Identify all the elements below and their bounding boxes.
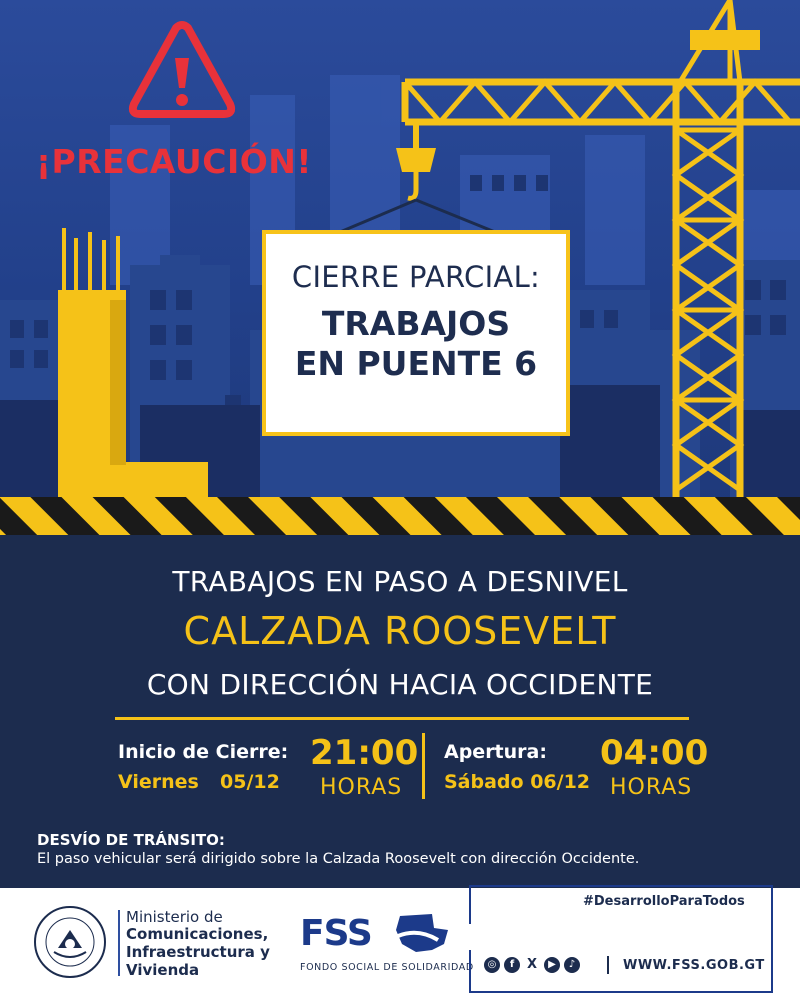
opening-day-date: Sábado 06/12 [444, 771, 591, 793]
closure-date: 05/12 [220, 771, 280, 793]
ministry-line3: Infraestructura y [126, 943, 270, 961]
ministry-line4: Vivienda [126, 961, 200, 979]
instagram-icon[interactable]: ◎ [484, 957, 500, 973]
hashtag: #DesarrolloParaTodos [583, 894, 745, 909]
tiktok-icon[interactable]: ♪ [564, 957, 580, 973]
youtube-icon[interactable]: ▶ [544, 957, 560, 973]
opening-time: 04:00 [600, 733, 709, 773]
guatemala-map-icon [392, 910, 452, 956]
closure-time: 21:00 [310, 733, 419, 773]
fss-name: FONDO SOCIAL DE SOLIDARIDAD [300, 962, 474, 973]
guatemala-seal-icon [32, 904, 108, 980]
closure-label: Inicio de Cierre: [118, 741, 289, 763]
ministry-divider [118, 910, 120, 976]
fss-logo: FSS [300, 913, 372, 954]
detour-text: El paso vehicular será dirigido sobre la Calzada Roosevelt con dirección Occidente. [37, 851, 640, 867]
sign-subtitle: CIERRE PARCIAL: [291, 260, 541, 294]
ministry-line1: Ministerio de [126, 908, 223, 926]
closure-day: Viernes [118, 771, 199, 793]
closure-sign [262, 230, 570, 436]
ministry-name [126, 925, 286, 979]
social-icons [484, 957, 580, 973]
warning-triangle-icon [133, 25, 231, 114]
schedule-divider [422, 733, 425, 799]
website-link[interactable]: WWW.FSS.GOB.GT [623, 958, 765, 973]
closure-hours-unit: HORAS [320, 775, 403, 800]
x-icon[interactable]: X [524, 957, 540, 973]
sign-title-line2: EN PUENTE 6 [294, 344, 538, 383]
facebook-icon[interactable]: f [504, 957, 520, 973]
footer [0, 880, 800, 1000]
opening-label: Apertura: [444, 741, 547, 763]
opening-hours-unit: HORAS [610, 775, 693, 800]
works-headline: TRABAJOS EN PASO A DESNIVEL [172, 565, 628, 598]
website-separator [607, 956, 609, 974]
sign-title-line1: TRABAJOS [321, 304, 511, 343]
ministry-line2: Comunicaciones, [126, 925, 269, 943]
direction-text: CON DIRECCIÓN HACIA OCCIDENTE [146, 668, 654, 701]
detour-title: DESVÍO DE TRÁNSITO: [37, 831, 225, 849]
divider [115, 717, 689, 720]
location-title: CALZADA ROOSEVELT [183, 609, 617, 653]
info-panel [0, 535, 800, 880]
caution-title: ¡PRECAUCIÓN! [36, 142, 312, 181]
